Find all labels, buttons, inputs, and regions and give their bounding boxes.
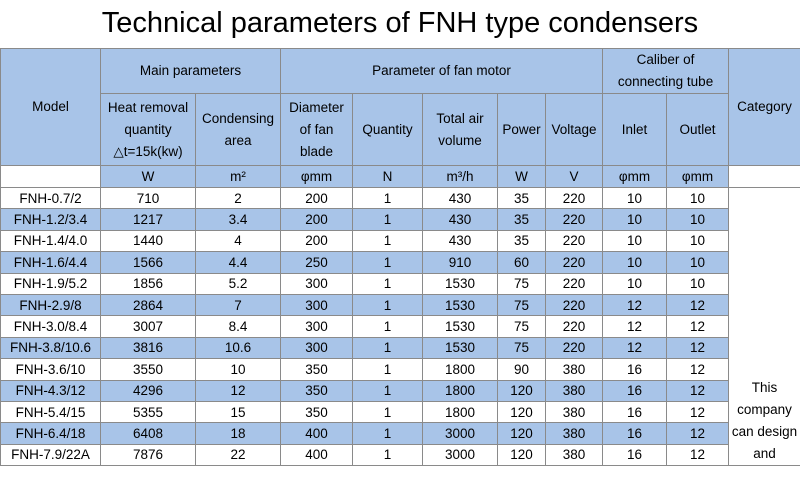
value-cell: 220 bbox=[546, 188, 603, 209]
model-cell: FNH-1.6/4.4 bbox=[1, 252, 101, 273]
value-cell: 220 bbox=[546, 337, 603, 358]
value-cell: 220 bbox=[546, 316, 603, 337]
value-cell: 16 bbox=[603, 380, 667, 401]
value-cell: 1 bbox=[353, 337, 423, 358]
header-voltage: Voltage bbox=[546, 94, 603, 166]
units-blank bbox=[1, 166, 101, 188]
units-blank bbox=[729, 166, 800, 188]
header-model: Model bbox=[1, 49, 101, 166]
value-cell: 7 bbox=[196, 294, 281, 315]
table-row bbox=[1, 252, 800, 273]
unit-cell: φmm bbox=[281, 166, 353, 188]
value-cell: 16 bbox=[603, 423, 667, 444]
header-quantity: Quantity bbox=[353, 94, 423, 166]
value-cell: 8.4 bbox=[196, 316, 281, 337]
parameters-table bbox=[0, 48, 800, 466]
value-cell: 60 bbox=[498, 252, 546, 273]
value-cell: 10 bbox=[667, 230, 729, 251]
value-cell: 12 bbox=[667, 359, 729, 380]
value-cell: 12 bbox=[667, 337, 729, 358]
header-outlet: Outlet bbox=[667, 94, 729, 166]
value-cell: 120 bbox=[498, 444, 546, 465]
value-cell: 400 bbox=[281, 444, 353, 465]
value-cell: 1 bbox=[353, 230, 423, 251]
value-cell: 75 bbox=[498, 337, 546, 358]
value-cell: 12 bbox=[603, 316, 667, 337]
value-cell: 12 bbox=[196, 380, 281, 401]
value-cell: 16 bbox=[603, 401, 667, 422]
value-cell: 380 bbox=[546, 423, 603, 444]
value-cell: 12 bbox=[667, 444, 729, 465]
value-cell: 200 bbox=[281, 209, 353, 230]
value-cell: 120 bbox=[498, 401, 546, 422]
value-cell: 1800 bbox=[423, 401, 498, 422]
header-caliber: Caliber of connecting tube bbox=[603, 49, 729, 94]
value-cell: 15 bbox=[196, 401, 281, 422]
value-cell: 10 bbox=[603, 209, 667, 230]
value-cell: 120 bbox=[498, 380, 546, 401]
value-cell: 10 bbox=[667, 209, 729, 230]
value-cell: 3000 bbox=[423, 423, 498, 444]
value-cell: 1530 bbox=[423, 316, 498, 337]
header-row-top bbox=[1, 49, 800, 94]
value-cell: 1 bbox=[353, 423, 423, 444]
value-cell: 10 bbox=[667, 252, 729, 273]
page-title: Technical parameters of FNH type condensers bbox=[101, 7, 699, 39]
value-cell: 5355 bbox=[101, 401, 196, 422]
value-cell: 10 bbox=[196, 359, 281, 380]
value-cell: 1856 bbox=[101, 273, 196, 294]
value-cell: 10 bbox=[603, 252, 667, 273]
value-cell: 220 bbox=[546, 294, 603, 315]
value-cell: 6408 bbox=[101, 423, 196, 444]
value-cell: 1 bbox=[353, 401, 423, 422]
model-cell: FNH-3.6/10 bbox=[1, 359, 101, 380]
value-cell: 4296 bbox=[101, 380, 196, 401]
table-row bbox=[1, 401, 800, 422]
unit-cell: φmm bbox=[667, 166, 729, 188]
value-cell: 2 bbox=[196, 188, 281, 209]
table-row bbox=[1, 316, 800, 337]
value-cell: 12 bbox=[667, 316, 729, 337]
value-cell: 380 bbox=[546, 444, 603, 465]
model-cell: FNH-1.9/5.2 bbox=[1, 273, 101, 294]
value-cell: 300 bbox=[281, 337, 353, 358]
value-cell: 300 bbox=[281, 316, 353, 337]
model-cell: FNH-3.0/8.4 bbox=[1, 316, 101, 337]
value-cell: 4 bbox=[196, 230, 281, 251]
units-row bbox=[1, 166, 800, 188]
value-cell: 22 bbox=[196, 444, 281, 465]
model-cell: FNH-4.3/12 bbox=[1, 380, 101, 401]
value-cell: 120 bbox=[498, 423, 546, 444]
table-row bbox=[1, 294, 800, 315]
value-cell: 12 bbox=[667, 294, 729, 315]
category-note: This company can design and bbox=[729, 188, 800, 466]
table-row bbox=[1, 359, 800, 380]
unit-cell: N bbox=[353, 166, 423, 188]
header-heat-removal: Heat removal quantity △t=15k(kw) bbox=[101, 94, 196, 166]
value-cell: 10.6 bbox=[196, 337, 281, 358]
value-cell: 400 bbox=[281, 423, 353, 444]
table-row bbox=[1, 337, 800, 358]
unit-cell: W bbox=[101, 166, 196, 188]
value-cell: 220 bbox=[546, 230, 603, 251]
value-cell: 220 bbox=[546, 252, 603, 273]
unit-cell: m³/h bbox=[423, 166, 498, 188]
value-cell: 16 bbox=[603, 444, 667, 465]
value-cell: 1566 bbox=[101, 252, 196, 273]
value-cell: 3007 bbox=[101, 316, 196, 337]
value-cell: 380 bbox=[546, 380, 603, 401]
value-cell: 10 bbox=[603, 188, 667, 209]
value-cell: 10 bbox=[603, 230, 667, 251]
value-cell: 200 bbox=[281, 188, 353, 209]
value-cell: 10 bbox=[603, 273, 667, 294]
value-cell: 3000 bbox=[423, 444, 498, 465]
value-cell: 1530 bbox=[423, 273, 498, 294]
model-cell: FNH-1.2/3.4 bbox=[1, 209, 101, 230]
value-cell: 35 bbox=[498, 188, 546, 209]
table-row bbox=[1, 273, 800, 294]
value-cell: 35 bbox=[498, 209, 546, 230]
value-cell: 35 bbox=[498, 230, 546, 251]
unit-cell: m² bbox=[196, 166, 281, 188]
model-cell: FNH-5.4/15 bbox=[1, 401, 101, 422]
value-cell: 350 bbox=[281, 380, 353, 401]
model-cell: FNH-7.9/22A bbox=[1, 444, 101, 465]
value-cell: 220 bbox=[546, 209, 603, 230]
value-cell: 75 bbox=[498, 273, 546, 294]
value-cell: 90 bbox=[498, 359, 546, 380]
header-main-parameters: Main parameters bbox=[101, 49, 281, 94]
value-cell: 7876 bbox=[101, 444, 196, 465]
value-cell: 3816 bbox=[101, 337, 196, 358]
header-inlet: Inlet bbox=[603, 94, 667, 166]
table-row bbox=[1, 230, 800, 251]
value-cell: 380 bbox=[546, 359, 603, 380]
unit-cell: φmm bbox=[603, 166, 667, 188]
value-cell: 18 bbox=[196, 423, 281, 444]
value-cell: 1 bbox=[353, 209, 423, 230]
value-cell: 10 bbox=[667, 188, 729, 209]
value-cell: 10 bbox=[667, 273, 729, 294]
value-cell: 3550 bbox=[101, 359, 196, 380]
value-cell: 1 bbox=[353, 252, 423, 273]
value-cell: 300 bbox=[281, 273, 353, 294]
value-cell: 430 bbox=[423, 188, 498, 209]
value-cell: 1800 bbox=[423, 380, 498, 401]
value-cell: 75 bbox=[498, 316, 546, 337]
unit-cell: W bbox=[498, 166, 546, 188]
value-cell: 12 bbox=[603, 337, 667, 358]
table-row bbox=[1, 423, 800, 444]
value-cell: 12 bbox=[667, 423, 729, 444]
value-cell: 200 bbox=[281, 230, 353, 251]
header-fan-motor: Parameter of fan motor bbox=[281, 49, 603, 94]
value-cell: 1 bbox=[353, 444, 423, 465]
header-category: Category bbox=[729, 49, 800, 166]
value-cell: 1800 bbox=[423, 359, 498, 380]
value-cell: 1 bbox=[353, 273, 423, 294]
value-cell: 75 bbox=[498, 294, 546, 315]
table-row bbox=[1, 380, 800, 401]
value-cell: 1217 bbox=[101, 209, 196, 230]
value-cell: 12 bbox=[667, 380, 729, 401]
header-diameter: Diameter of fan blade bbox=[281, 94, 353, 166]
header-power: Power bbox=[498, 94, 546, 166]
value-cell: 1530 bbox=[423, 337, 498, 358]
model-cell: FNH-6.4/18 bbox=[1, 423, 101, 444]
value-cell: 5.2 bbox=[196, 273, 281, 294]
value-cell: 250 bbox=[281, 252, 353, 273]
value-cell: 12 bbox=[667, 401, 729, 422]
value-cell: 220 bbox=[546, 273, 603, 294]
value-cell: 1 bbox=[353, 316, 423, 337]
value-cell: 1 bbox=[353, 294, 423, 315]
unit-cell: V bbox=[546, 166, 603, 188]
data-body bbox=[1, 188, 800, 466]
value-cell: 430 bbox=[423, 209, 498, 230]
model-cell: FNH-2.9/8 bbox=[1, 294, 101, 315]
value-cell: 3.4 bbox=[196, 209, 281, 230]
value-cell: 1 bbox=[353, 359, 423, 380]
value-cell: 380 bbox=[546, 401, 603, 422]
table-row bbox=[1, 188, 800, 209]
value-cell: 910 bbox=[423, 252, 498, 273]
value-cell: 2864 bbox=[101, 294, 196, 315]
model-cell: FNH-1.4/4.0 bbox=[1, 230, 101, 251]
table-row bbox=[1, 209, 800, 230]
value-cell: 1 bbox=[353, 380, 423, 401]
header-row-sub bbox=[1, 94, 800, 166]
value-cell: 1 bbox=[353, 188, 423, 209]
value-cell: 300 bbox=[281, 294, 353, 315]
value-cell: 16 bbox=[603, 359, 667, 380]
value-cell: 350 bbox=[281, 401, 353, 422]
value-cell: 1530 bbox=[423, 294, 498, 315]
value-cell: 12 bbox=[603, 294, 667, 315]
value-cell: 4.4 bbox=[196, 252, 281, 273]
table-row bbox=[1, 444, 800, 465]
value-cell: 430 bbox=[423, 230, 498, 251]
header-condensing-area: Condensing area bbox=[196, 94, 281, 166]
model-cell: FNH-0.7/2 bbox=[1, 188, 101, 209]
model-cell: FNH-3.8/10.6 bbox=[1, 337, 101, 358]
header-air-volume: Total air volume bbox=[423, 94, 498, 166]
value-cell: 710 bbox=[101, 188, 196, 209]
value-cell: 350 bbox=[281, 359, 353, 380]
value-cell: 1440 bbox=[101, 230, 196, 251]
